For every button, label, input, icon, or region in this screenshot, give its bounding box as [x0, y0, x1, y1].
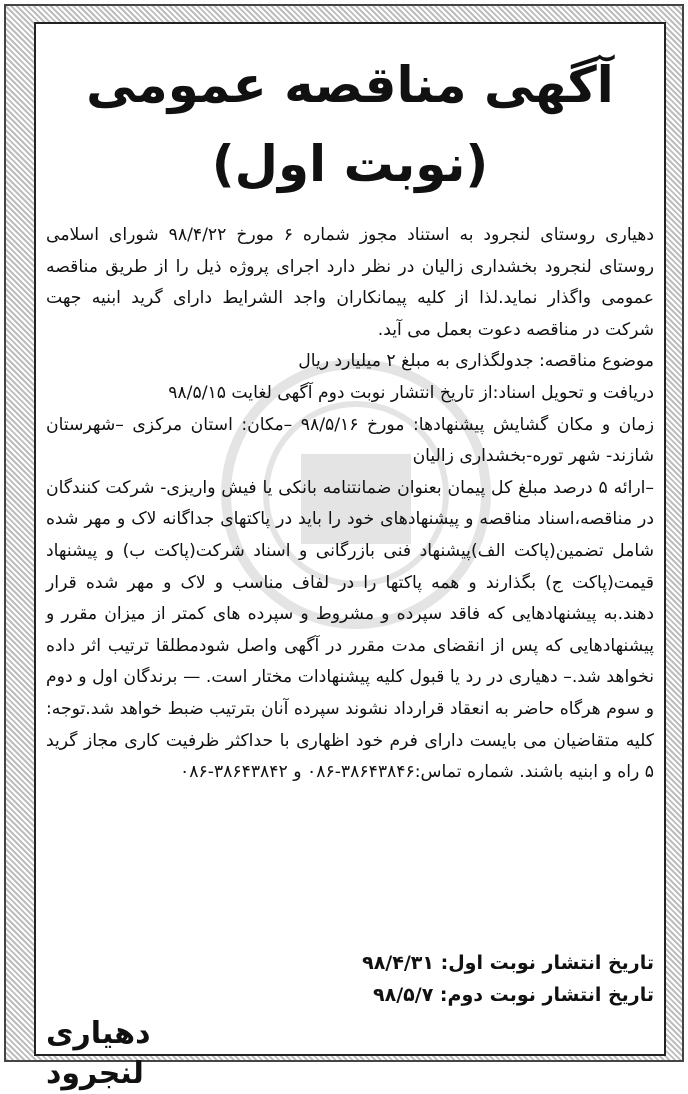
tender-subject: موضوع مناقصه: جدولگذاری به مبلغ ۲ میلیارد ریال: [298, 351, 654, 372]
notice-subtitle: (نوبت اول): [211, 135, 489, 193]
notice-body: [46, 220, 654, 789]
notice-box: [34, 22, 666, 1091]
signature: دهیاری لنجرود: [46, 1016, 151, 1091]
opening-time-place: زمان و مکان گشایش پیشنهادها: مورخ ۹۸/۵/۱۶ –مکان: استان مرکزی –شهرستان شازند- شهر توره-بخشداری زالیان: [46, 414, 654, 467]
notice-content: [46, 24, 655, 1091]
notice-intro: دهیاری روستای لنجرود به استناد مجوز شماره ۶ مورخ ۹۸/۴/۲۲ شورای اسلامی روستای لنجرود بخشداری زالیان در نظر دارد اجرای پروژه ذیل را از طریق مناقصه عمومی واگذار نماید.لذا از کلیه پیمانکاران واجد الشرایط دارای گرید ابنیه جهت شرکت در مناقصه دعوت بعمل می آید.: [46, 225, 654, 340]
second-publication-date: تاریخ انتشار نوبت دوم: ۹۸/۵/۷: [373, 984, 654, 1006]
notice-border: [4, 4, 684, 1091]
tender-terms: –ارائه ۵ درصد مبلغ کل پیمان بعنوان ضمانتنامه بانکی یا فیش واریزی- شرکت کنندگان در مناقصه،اسناد مناقصه و پیشنهادهای خود را باید در پاکتهای جداگانه لاک و مهر شده شامل تضمین(پاکت الف)پیشنهاد فنی بازرگانی و اسناد شرکت(پاکت ب) و پیشنهاد قیمت(پاکت ج) بگذارند و همه پاکتها را در لفاف مناسب و لاک و مهر شده قرار دهند.به پیشنهادهایی که فاقد سپرده و مشروط و سپرده های کمتر از میزان مقرر و پیشنهادهایی که پس از انقضای مدت مقرر در آگهی واصل شودمطلقا ترتیب اثر داده نخواهد شد.– دهیاری در رد یا قبول کلیه پیشنهادات مختار است. — برندگان اول و دوم و سوم هرگاه حاضر به انعقاد قرارداد نشوند سپرده آنان بترتیب ضبط خواهد شد.توجه: کلیه متقاضیان می بایست دارای فرم خود اظهاری با حداکثر ظرفیت کاری مجاز گرید ۵ راه و ابنیه باشند. شماره تماس:۳۸۶۴۳۸۴۶-۰۸۶ و ۳۸۶۴۳۸۴۲-۰۸۶: [46, 477, 655, 783]
notice-title: آگهی مناقصه عمومی: [86, 56, 614, 114]
first-publication-date: تاریخ انتشار نوبت اول: ۹۸/۴/۳۱: [362, 952, 654, 974]
documents-deadline: دریافت و تحویل اسناد:از تاریخ انتشار نوبت دوم آگهی لغایت ۹۸/۵/۱۵: [168, 382, 654, 403]
